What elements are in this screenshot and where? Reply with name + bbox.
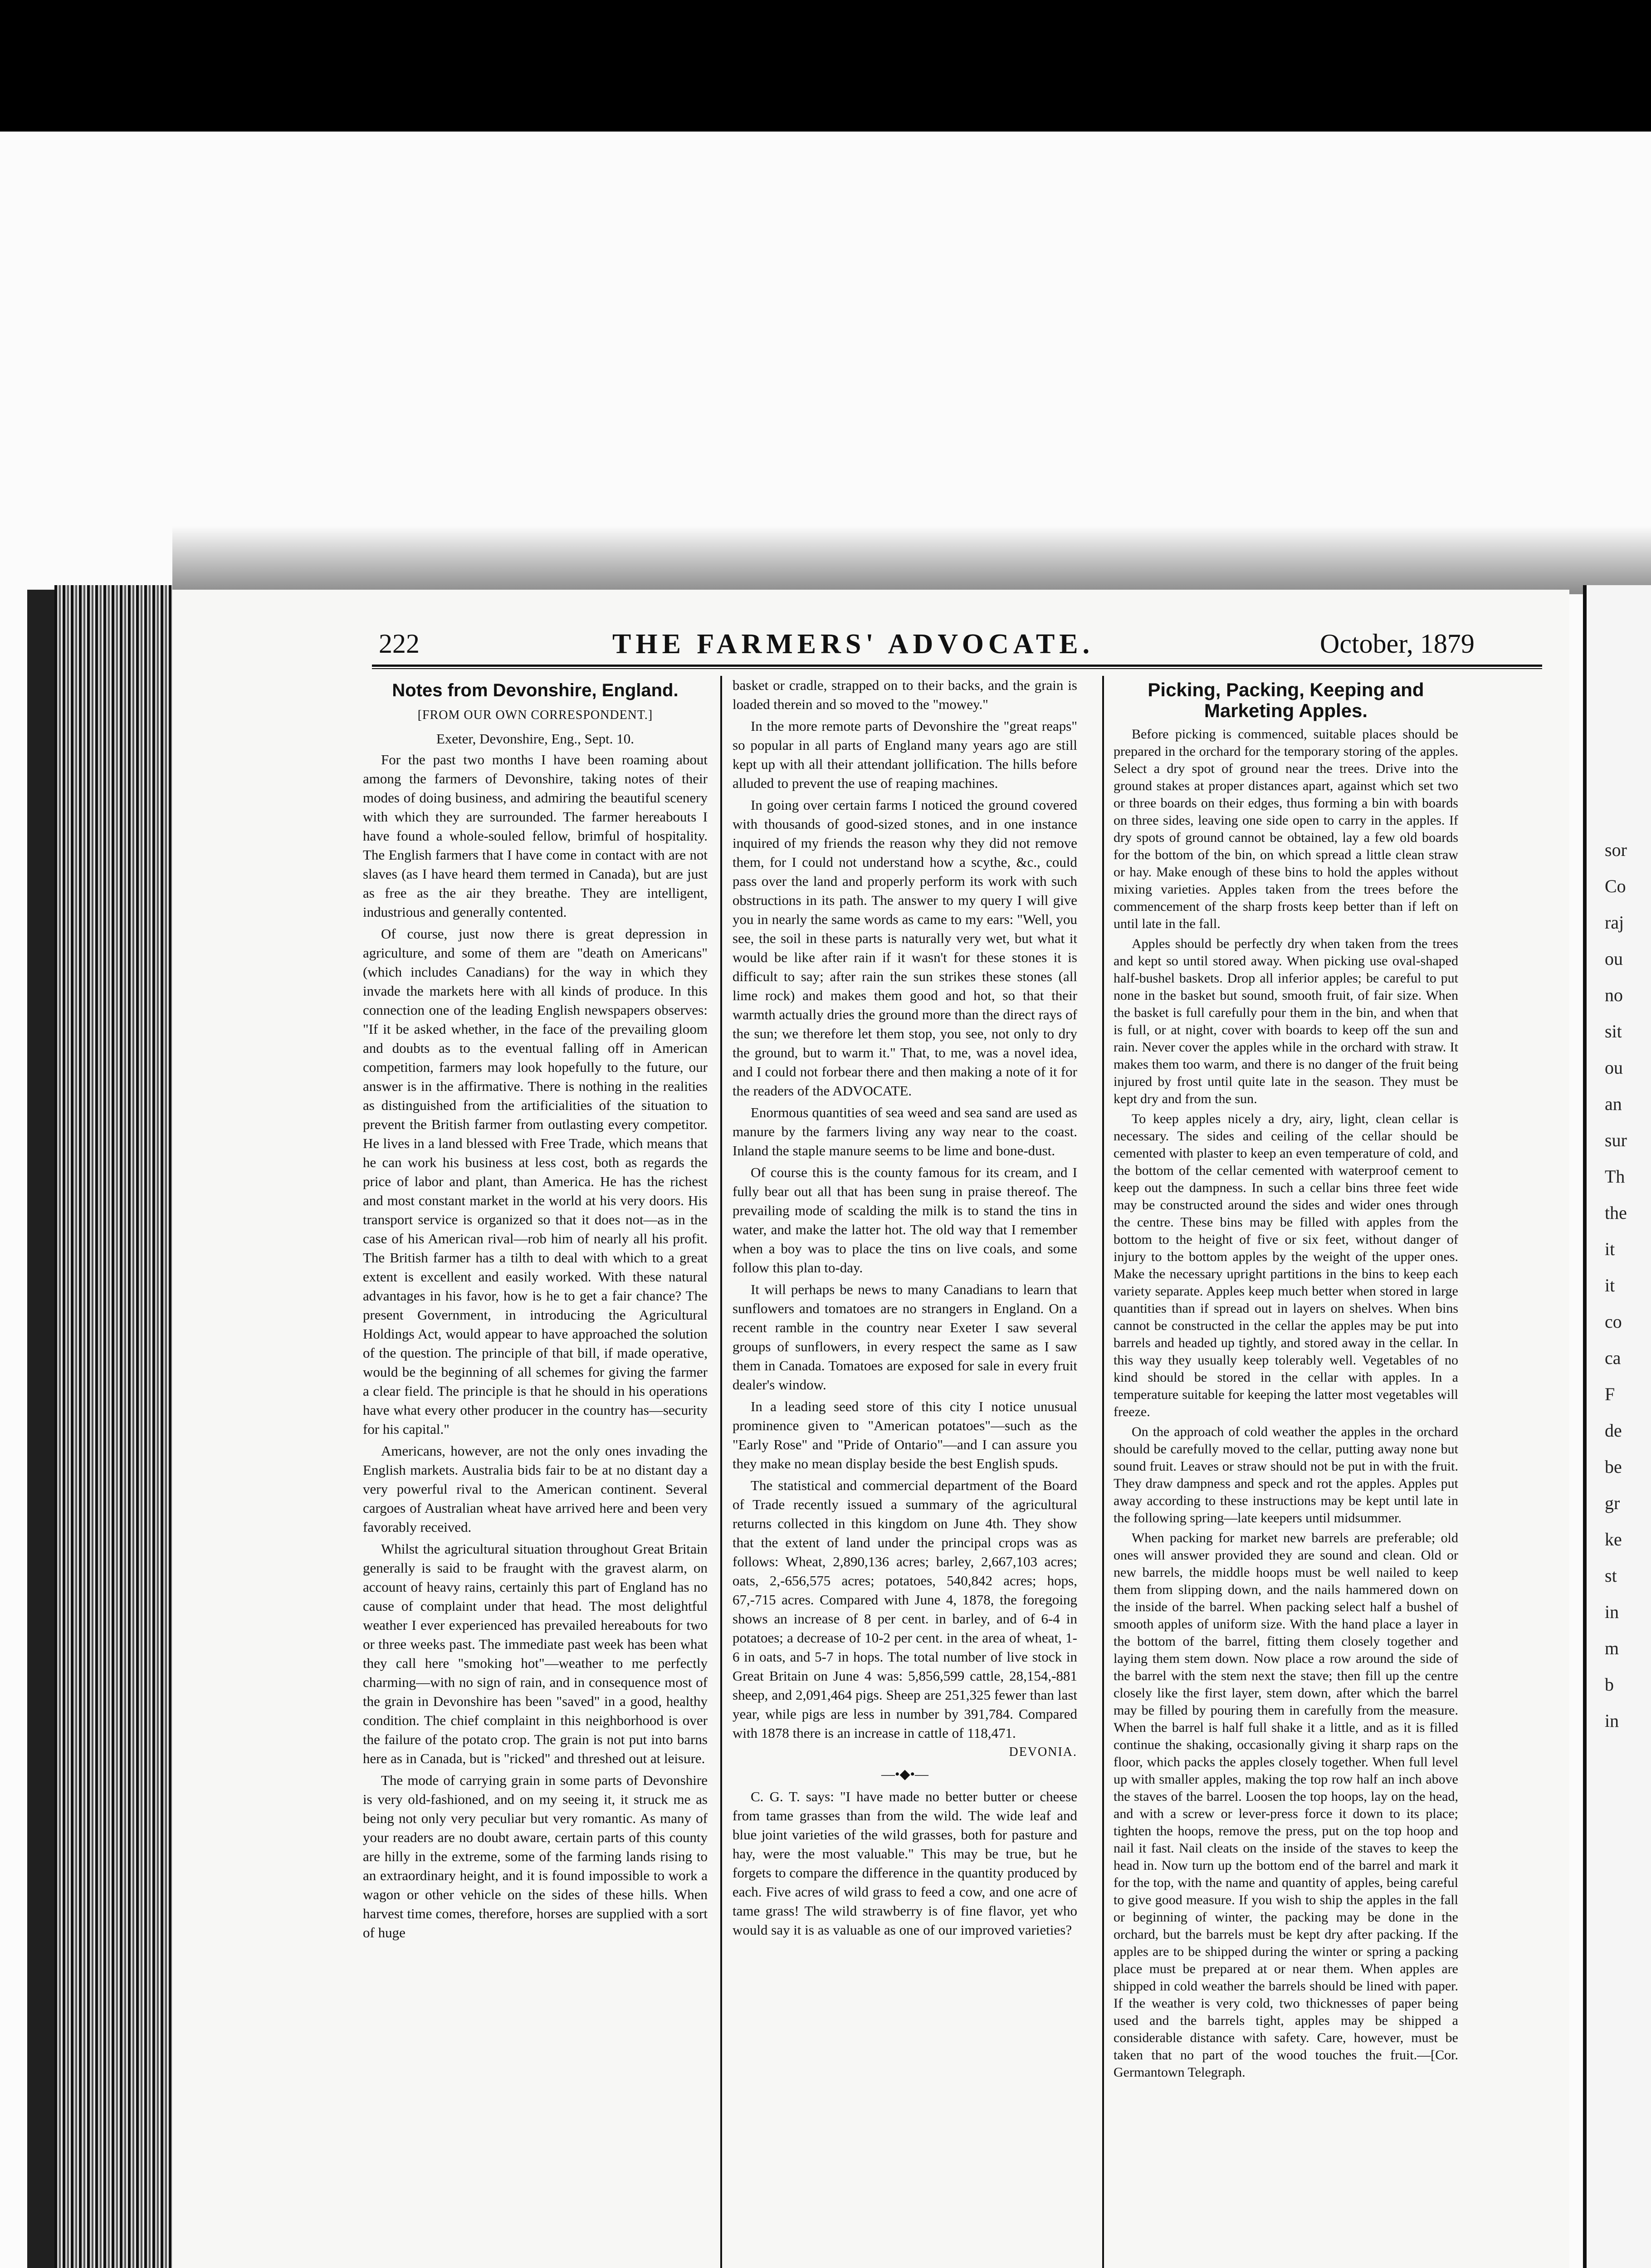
paragraph: C. G. T. says: "I have made no better butter or cheese from tame grasses than from the wild. The wide leaf and blue joint varieties of the wild grasses, both for pasture and hay, were the most valuable." This may be true, but he forgets to compare the difference in the quantity produced by each. Five acres of wild grass to feed a cow, and one acre of tame grass! The wild strawberry is of fine flavor, yet who would say it is as valuable as one of our improved varieties? [733, 1789, 1077, 1938]
next-page-fragment: F [1605, 1384, 1615, 1404]
masthead: THE FARMERS' ADVOCATE. [612, 629, 1094, 660]
header-rule [372, 665, 1542, 667]
next-page-fragment: m [1605, 1638, 1619, 1658]
next-page-fragment: the [1605, 1202, 1627, 1223]
next-page-fragment: b [1605, 1674, 1614, 1695]
column-rule [1102, 676, 1104, 2268]
next-page-fragment: ke [1605, 1529, 1622, 1549]
paragraph: In the more remote parts of Devonshire the "great reaps" so popular in all parts of England many years ago are still kept up with all their attendant jollification. The hills before alluded to prevent the use of reaping machines. [733, 718, 1077, 791]
article-dateline: Exeter, Devonshire, Eng., Sept. 10. [436, 731, 635, 747]
next-page-fragment: be [1605, 1457, 1622, 1477]
paragraph: The mode of carrying grain in some parts of Devonshire is very old-fashioned, and on my seeing it, it struck me as being not only very peculiar but very romantic. As many of your readers are no doubt aware, certain parts of this county are hilly in the extreme, some of the farming lands rising to an extraordinary height, and it is found impossible to work a wagon or other vehicle on the sides of these hills. When harvest time comes, therefore, horses are supplied with a sort of huge [363, 1772, 708, 1941]
next-page-fragment: it [1605, 1239, 1615, 1259]
next-page-fragment: st [1605, 1565, 1617, 1586]
article-title: Notes from Devonshire, England. [392, 680, 679, 700]
paragraph: In going over certain farms I noticed the ground covered with thousands of good-sized stones, and in one instance inquired of my friends the reason why they did not remove them, for I could not understand how a scythe, &c., could pass over the land and properly perform its work with such obstructions in its path. The answer to my query I will give you in nearly the same words as came to my ears: "Well, you see, the soil in these parts is naturally very wet, but what it would be like after rain if it wasn't for these stones it is difficult to say; after rain the sun strikes these stones (all lime rock) and makes them good and hot, so that their warmth actually dries the ground more than the direct rays of the sun; we therefore let them stop, you see, not only to dry the ground, but to warm it." That, to me, was a novel idea, and I could not forbear there and then making a note of it for the readers of the ADVOCATE. [733, 797, 1077, 1099]
page-header [204, 628, 1547, 665]
column-apples [1114, 676, 1458, 2263]
paragraph: For the past two months I have been roaming about among the farmers of Devonshire, taking notes of their modes of doing business, and admiring the beautiful scenery with which they are surrounded. The farmer hereabouts I have found a whole-souled fellow, brimful of hospitality. The English farmers that I have come in contact with are not slaves (as I have heard them termed in Canada), but are just as free as the air they breathe. They are intelligent, industrious and generally contented. [363, 752, 708, 920]
article-title: Picking, Packing, Keeping and Marketing Apples. [1148, 679, 1424, 721]
column-devonshire [363, 676, 708, 2263]
paragraph: Apples should be perfectly dry when taken from the trees and kept so until stored away. When picking use oval-shaped half-bushel baskets. Drop all inferior apples; be careful to put none in the basket but sound, smooth fruit, of fair size. When the basket is full carefully pour them in the bin, and when that is full, or at night, cover with boards to keep off the sun and rain. Never cover the apples while in the orchard with straw. It makes them too warm, and there is no danger of the fruit being injured by frost until quite late in the season. They must be kept dry and from the sun. [1114, 936, 1458, 1106]
next-page-fragment: Th [1605, 1166, 1625, 1187]
next-page-fragment: sur [1605, 1130, 1627, 1150]
next-page-fragment: no [1605, 985, 1623, 1005]
paragraph: Enormous quantities of sea weed and sea sand are used as manure by the farmers living any way near to the coast. Inland the staple manure seems to be lime and bone-dust. [733, 1105, 1077, 1158]
scan-top-border [0, 0, 1651, 132]
next-page-fragment: ca [1605, 1348, 1621, 1368]
next-page-fragment: an [1605, 1094, 1622, 1114]
issue-date: October, 1879 [1320, 629, 1475, 659]
paragraph: The statistical and commercial department of the Board of Trade recently issued a summary of the agricultural returns collected in this kingdom on June 4th. They show that the extent of land under the principal crops was as follows: Wheat, 2,890,136 acres; barley, 2,667,103 acres; oats, 2,-656,575 acres; potatoes, 540,842 acres; hops, 67,-715 acres. Compared with June 4, 1878, the foregoing shows an increase of 8 per cent. in barley, and of 6-4 in potatoes; a decrease of 10-2 per cent. in the area of wheat, 1-6 in oats, and 5-7 in hops. The total number of live stock in Great Britain on June 4 was: 5,856,599 cattle, 28,154,-881 sheep, and 2,091,464 pigs. Sheep are 251,325 fewer than last year, while pigs are less in number by 391,784. Compared with 1878 there is an increase in cattle of 118,471. [733, 1477, 1077, 1741]
next-page-fragment: raj [1605, 912, 1624, 933]
paragraph: Before picking is commenced, suitable places should be prepared in the orchard for the temporary storing of the apples. Select a dry spot of ground near the trees. Drive into the ground stakes at proper distances apart, against which set two or three boards on their edges, thus forming a bin with boards on three sides, leaving one side open to carry in the apples. If dry spots of ground cannot be obtained, lay a few old boards for the bottom of the bin, on which spread a little clean straw or hay. Make enough of these bins to hold the apples without mixing varieties. Apples taken from the trees before the commencement of the sharp frosts keep better than if left on until late in the fall. [1114, 727, 1458, 931]
article-byline: [FROM OUR OWN CORRESPONDENT.] [417, 708, 653, 722]
article-signature: DEVONIA. [1009, 1745, 1077, 1759]
page-number: 222 [379, 629, 420, 659]
next-page-fragment: gr [1605, 1493, 1620, 1513]
paragraph: Whilst the agricultural situation throughout Great Britain generally is said to be fraught with the gravest alarm, on account of heavy rains, certainly this part of England has no cause of complaint under that head. The most delightful weather I ever experienced has prevailed hereabouts for two or three weeks past. The immediate past week has been what they call here "smoking hot"—weather to me perfectly charming—with no sign of rain, and in consequence most of the grain in Devonshire has been "saved" in a good, healthy condition. The chief complaint in this neighborhood is over the failure of the potato crop. The grain is not put into barns here as in Canada, but is "ricked" and threshed out at leisure. [363, 1541, 708, 1766]
paragraph: To keep apples nicely a dry, airy, light, clean cellar is necessary. The sides and ceiling of the cellar should be cemented with plaster to keep an even temperature of cold, and the bottom of the cellar cemented with waterproof cement to keep out the dampness. In such a cellar bins three feet wide may be constructed around the sides and wider ones through the centre. These bins may be filled with apples from the bottom to the height of five or six feet, without danger of injury to the bottom apples by the weight of the upper ones. Make the necessary upright partitions in the bins to keep each variety separate. Apples keep much better when stored in large quantities than if spread out in layers on shelves. When bins cannot be constructed in the cellar the apples may be put into barrels and headed up tightly, and stored away in the cellar. In this way they usually keep tolerably well. Vegetables of no kind should be stored in the cellar with apples. In a temperature suitable for keeping the latter most vegetables will freeze. [1114, 1111, 1458, 1419]
page-shadow [172, 526, 1651, 594]
section-divider: —•◆•— [881, 1767, 929, 1782]
paragraph: It will perhaps be news to many Canadians to learn that sunflowers and tomatoes are no strangers in England. On a recent ramble in the country near Exeter I saw several groups of sunflowers, in every respect the same as I saw them in Canada. Tomatoes are exposed for sale in every fruit dealer's window. [733, 1281, 1077, 1393]
paragraph: Americans, however, are not the only ones invading the English markets. Australia bids fair to be at no distant day a very powerful rival to the American continent. Several cargoes of Australian wheat have arrived here and been very favorably received. [363, 1443, 708, 1535]
next-page-fragment: ou [1605, 948, 1623, 969]
binding-edge [27, 590, 54, 2268]
next-page-fragment: it [1605, 1275, 1615, 1295]
next-page-fragment: co [1605, 1311, 1622, 1332]
column-rule [720, 676, 722, 2268]
next-page-fragment: in [1605, 1711, 1619, 1731]
next-page-fragment: de [1605, 1420, 1622, 1441]
column-devonshire-continued [733, 676, 1077, 2263]
paragraph: When packing for market new barrels are preferable; old ones will answer provided they are sound and clean. Old or new barrels, the middle hoops must be well nailed to keep them from slipping down, and the nails hammered down on the inside of the barrel. When packing select half a bushel of smooth apples of uniform size. With the hand place a layer in the bottom of the barrel, fitting them closely together and laying them stem down. Now place a row around the side of the barrel with the stem next the stave; then fill up the centre closely like the first layer, stem down, after which the barrel may be filled by pouring them in carefully from the measure. When the barrel is half full shake it a little, and as it is filled continue the shaking, occasionally giving it sharp raps on the floor, which packs the apples closely together. When full level up with smaller apples, making the top row half an inch above the staves of the barrel. Loosen the top hoops, lay on the head, and with a screw or lever-press force it down to its place; tighten the hoops, remove the press, put on the top hoop and nail it fast. Nail cleats on the inside of the staves to keep the head in. Now turn up the bottom end of the barrel and mark it for the top, with the name and quantity of apples, being careful to give good measure. If you wish to ship the apples in the fall or beginning of winter, the packing may be done in the orchard, but the barrels must be kept dry after packing. If the apples are to be shipped during the winter or spring a packing place must be prepared at or near them. When apples are shipped in cold weather the barrels should be lined with paper. If the weather is very cold, two thicknesses of paper being used and the barrels tight, apples may be shipped a considerable distance with safety. Care, however, must be taken that no part of the wood touches the fruit.—[Cor. Germantown Telegraph. [1114, 1530, 1458, 2080]
paragraph: basket or cradle, strapped on to their backs, and the grain is loaded therein and so moved to the "mowey." [733, 677, 1077, 712]
next-page-fragment: Co [1605, 876, 1626, 896]
paragraph: Of course this is the county famous for its cream, and I fully bear out all that has been sung in praise thereof. The prevailing mode of scalding the milk is to stand the tins in water, and make the latter hot. The old way that I remember when a boy was to place the tins on live coals, and some follow this plan to-day. [733, 1164, 1077, 1276]
next-page-fragment: sit [1605, 1021, 1622, 1041]
next-page-fragment: ou [1605, 1057, 1623, 1078]
header-rule-thin [372, 668, 1542, 669]
paragraph: On the approach of cold weather the apples in the orchard should be carefully moved to the cellar, putting away none but sound fruit. Leaves or straw should not be put in with the fruit. They draw dampness and speck and rot the apples. Apples put away according to these instructions may be kept until late in the following spring—late keepers until midsummer. [1114, 1424, 1458, 1525]
next-page-fragment: sor [1605, 840, 1627, 860]
paragraph: Of course, just now there is great depression in agriculture, and some of them are "death on Americans" (which includes Canadians) for the way in which they invade the markets here with all kinds of produce. In this connection one of the leading English newspapers observes: "If it be asked whether, in the face of the prevailing gloom and doubts as to the eventual falling off in American competition, farmers may look hopefully to the future, our answer is in the affirmative. There is nothing in the realities as distinguished from the artificialities of the situation to prevent the British farmer from outlasting every competitor. He lives in a land blessed with Free Trade, which means that he can work his business at less cost, both as regards the price of labor and plant, than America. He has the richest and most constant market in the world at his very doors. His transport service is organized so that it does not—as in the case of his American rival—rob him of nearly all his profit. The British farmer has a tilth to deal with which to a great extent is excellent and easily worked. With these natural advantages in his favor, how is he to get a fair chance? The present Government, in introducing the Agricultural Holdings Act, would appear to have approached the solution of the question. The principle of that bill, if made operative, would be the beginning of all schemes for giving the farmer a clear field. The principle is that he should in his operations have what every other producer in the country has—security for his capital." [363, 926, 708, 1437]
paragraph: In a leading seed store of this city I notice unusual prominence given to "American potatoes"—such as the "Early Rose" and "Pride of Ontario"—and I can assure you they make no mean display beside the best English spuds. [733, 1398, 1077, 1471]
book-page-edges [54, 585, 172, 2268]
next-page-sliver [1583, 585, 1651, 2268]
next-page-fragment: in [1605, 1602, 1619, 1622]
